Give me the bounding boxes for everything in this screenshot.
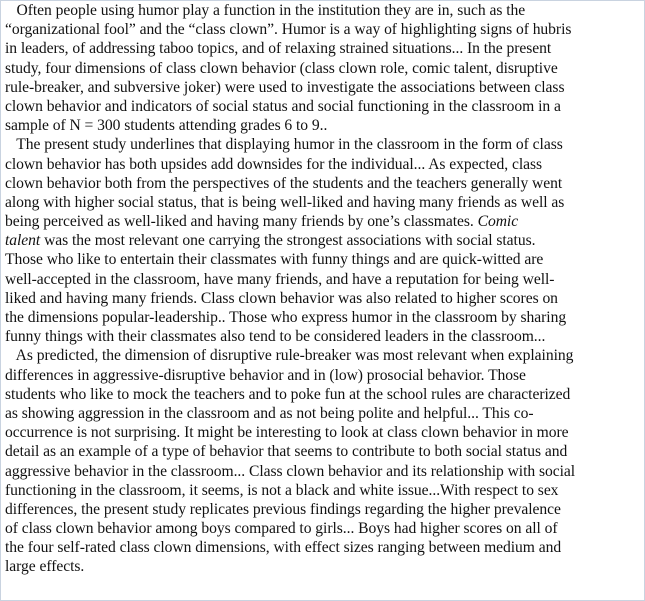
text-line: in leaders, of addressing taboo topics, and of relaxing strained situations... In the present xyxy=(5,40,552,58)
text-line: liked and having many friends. Class clown behavior was also related to higher scores on xyxy=(5,289,558,307)
text-line: functioning in the classroom, it seems, is not a black and white issue...With respect to sex xyxy=(5,481,559,499)
text-line: differences, the present study replicates previous findings regarding the higher prevalence xyxy=(5,500,561,518)
text-line: clown behavior has both upsides add downsides for the individual... As expected, class xyxy=(5,155,543,173)
text-line: occurrence is not surprising. It might be interesting to look at class clown behavior in more xyxy=(5,424,569,442)
article-text xyxy=(5,1,638,577)
italic-term: talent xyxy=(5,232,41,250)
text-line: the four self-rated class clown dimensions, with effect sizes ranging between medium and xyxy=(5,539,562,557)
text-line: large effects. xyxy=(5,558,85,576)
text-line: clown behavior both from the perspectives of the students and the teachers generally went xyxy=(5,174,563,192)
text-line-with-italic xyxy=(5,231,638,250)
text-line: “organizational fool” and the “class clown”. Humor is a way of highlighting signs of hubris xyxy=(5,21,572,39)
text-line: sample of N = 300 students attending grades 6 to 9.. xyxy=(5,117,328,135)
text-line: along with higher social status, that is being well-liked and having many friends as well as xyxy=(5,193,565,211)
text-segment: was the most relevant one carrying the strongest associations with social status. xyxy=(44,232,536,250)
text-line: As predicted, the dimension of disruptive rule-breaker was most relevant when explaining xyxy=(5,347,574,365)
text-line: well-accepted in the classroom, have many friends, and have a reputation for being well- xyxy=(5,270,555,288)
text-line: rule-breaker, and subversive joker) were used to investigate the associations between class xyxy=(5,78,565,96)
text-line: The present study underlines that displaying humor in the classroom in the form of class xyxy=(5,136,563,154)
text-line: aggressive behavior in the classroom... Class clown behavior and its relationship with social xyxy=(5,462,576,480)
text-line: study, four dimensions of class clown behavior (class clown role, comic talent, disruptive xyxy=(5,59,558,77)
italic-term: Comic xyxy=(477,213,519,231)
text-line: of class clown behavior among boys compared to girls... Boys had higher scores on all of xyxy=(5,520,558,538)
text-line: the dimensions popular-leadership.. Those who express humor in the classroom by sharing xyxy=(5,309,567,326)
text-line: differences in aggressive-disruptive behavior and in (low) prosocial behavior. Those xyxy=(5,366,526,384)
text-line: students who like to mock the teachers and to poke fun at the school rules are characterized xyxy=(5,385,571,403)
text-line-with-italic xyxy=(5,212,638,231)
text-line: clown behavior and indicators of social status and social functioning in the classroom in a xyxy=(5,97,561,115)
text-line: Often people using humor play a function in the institution they are in, such as the xyxy=(5,2,526,19)
text-line: detail as an example of a type of behavior that seems to contribute to both social status and xyxy=(5,443,568,461)
text-line: funny things with their classmates also tend to be considered leaders in the classroom... xyxy=(5,328,546,346)
text-line: Those who like to entertain their classmates with funny things and are quick-witted are xyxy=(5,251,544,269)
text-line: as showing aggression in the classroom and as not being polite and helpful... This co- xyxy=(5,404,534,422)
text-segment: being perceived as well-liked and having many friends by one’s classmates. xyxy=(5,213,474,231)
